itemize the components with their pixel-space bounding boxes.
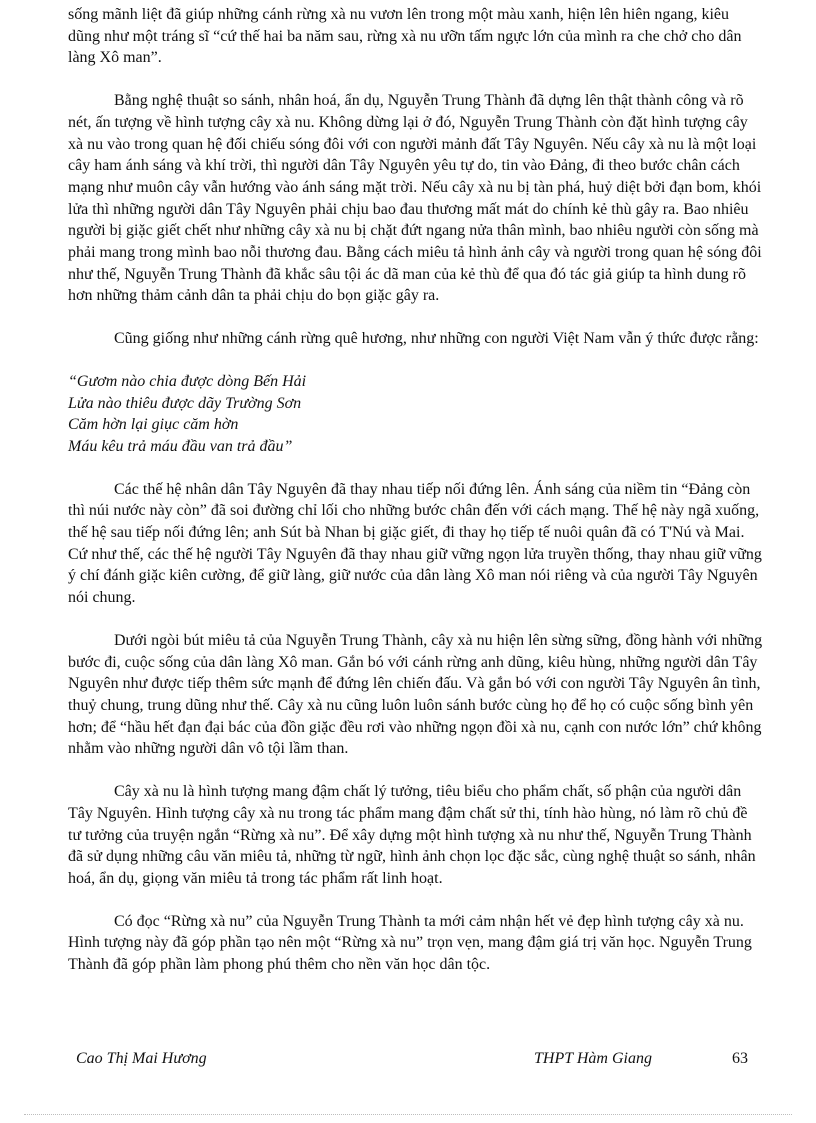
page-bottom-divider: [24, 1114, 792, 1115]
paragraph-poem-intro: Cũng giống như những cánh rừng quê hương, như những con người Việt Nam vẫn ý thức được rằng:: [114, 330, 759, 348]
footer-school: THPT Hàm Giang: [534, 1050, 652, 1067]
poem-line: Căm hờn lại giục căm hờn: [68, 416, 239, 434]
paragraph-symbol: Cây xà nu là hình tượng mang đậm chất lý tưởng, tiêu biểu cho phẩm chất, số phận của người dân Tây Nguyên. Hình tượng cây xà nu trong tác phẩm mang đậm chất sử thi, tính hào hùng, nó làm rõ chủ đề tư tưởng của truyện ngắn “Rừng xà nu”. Để xây dựng một hình tượng xà nu như thế, Nguyễn Trung Thành đã sử dụng những câu văn miêu tả, những từ ngữ, hình ảnh chọn lọc đặc sắc, cùng nghệ thuật so sánh, nhân hoá, ẩn dụ, giọng văn miêu tả trong tác phẩm rất linh hoạt.: [68, 783, 756, 887]
paragraph-conclusion: Có đọc “Rừng xà nu” của Nguyễn Trung Thành ta mới cảm nhận hết vẻ đẹp hình tượng cây xà nu. Hình tượng này đã góp phần tạo nên một “Rừng xà nu” trọn vẹn, mang đậm giá trị văn học. Nguyễn Trung Thành đã góp phần làm phong phú thêm cho nền văn học dân tộc.: [68, 912, 752, 974]
footer-author: Cao Thị Mai Hương: [76, 1050, 207, 1067]
document-body: [68, 4, 763, 976]
poem-quote: [68, 371, 763, 458]
poem-line: Lửa nào thiêu được dãy Trường Sơn: [68, 394, 302, 412]
paragraph-comparison: Bằng nghệ thuật so sánh, nhân hoá, ẩn dụ, Nguyễn Trung Thành đã dựng lên thật thành công và rõ nét, ấn tượng về hình tượng cây xà nu. Không dừng lại ở đó, Nguyễn Trung Thành còn đặt hình tượng cây xà nu vào trong quan hệ đối chiếu sóng đôi với con người mảnh đất Tây Nguyên. Nếu cây xà nu là một loại cây ham ánh sáng và khí trời, thì người dân Tây Nguyên yêu tự do, tin vào Đảng, đi theo bước chân cách mạng như muôn cây vẫn hướng vào ánh sáng mặt trời. Nếu cây xà nu bị tàn phá, huỷ diệt bởi đạn bom, khói lửa thì những người dân Tây Nguyên phải chịu bao đau thương mất mát do chính kẻ thù gây ra. Bao nhiêu người bị giặc giết chết như những cây xà nu bị chặt đứt ngang nửa thân mình, bao nhiêu người còn sống mà phải mang trong mình bao nỗi thương đau. Bằng cách miêu tả hình ảnh cây và người trong quan hệ sóng đôi như thế, Nguyễn Trung Thành đã khắc sâu tội ác dã man của kẻ thù để qua đó tác giả giúp ta hình dung rõ hơn những thảm cảnh dân ta phải chịu do bọn giặc gây ra.: [68, 92, 762, 305]
paragraph-generations: Các thế hệ nhân dân Tây Nguyên đã thay nhau tiếp nối đứng lên. Ánh sáng của niềm tin “Đảng còn thì núi nước này còn” đã soi đường chỉ lối cho những bước chân đến với cách mạng. Thế hệ này ngã xuống, thế hệ sau tiếp nối đứng lên; anh Sút bà Nhan bị giặc giết, đi thay họ tiếp tế nuôi quân đã có T'Nú và Mai. Cứ như thế, các thế hệ người Tây Nguyên đã thay nhau giữ vững ngọn lửa truyền thống, thay nhau giữ vững ý chí đánh giặc kiên cường, để giữ làng, giữ nước của dân làng Xô man nói riêng và của người Tây Nguyên nói chung.: [68, 480, 762, 607]
poem-line: Máu kêu trả máu đầu van trả đầu”: [68, 437, 293, 455]
page-number: 63: [732, 1050, 748, 1067]
poem-line: “Gươm nào chia được dòng Bến Hải: [68, 372, 307, 390]
paragraph-companion: Dưới ngòi bút miêu tả của Nguyễn Trung Thành, cây xà nu hiện lên sừng sững, đồng hành với những bước đi, cuộc sống của dân làng Xô man. Gắn bó với cánh rừng anh dũng, kiêu hùng, những người dân Tây Nguyên như được tiếp thêm sức mạnh để đứng lên chiến đấu. Và gắn bó với con người Tây Nguyên ân tình, thuỷ chung, trung dũng như thế. Cây xà nu cũng luôn luôn sánh bước cùng họ để họ có cuộc sống bình yên hơn; để “hầu hết đạn đại bác của đồn giặc đều rơi vào những ngọn đồi xà nu, cạnh con nước lớn” chứ không nhằm vào những người dân vô tội lầm than.: [68, 631, 763, 758]
paragraph-continued: sống mãnh liệt đã giúp những cánh rừng xà nu vươn lên trong một màu xanh, hiện lên hiên ngang, kiêu dũng như một tráng sĩ “cứ thế hai ba năm sau, rừng xà nu ưỡn tấm ngực lớn của mình ra che chở cho dân làng Xô man”.: [68, 6, 742, 67]
page-footer: [76, 1050, 756, 1074]
